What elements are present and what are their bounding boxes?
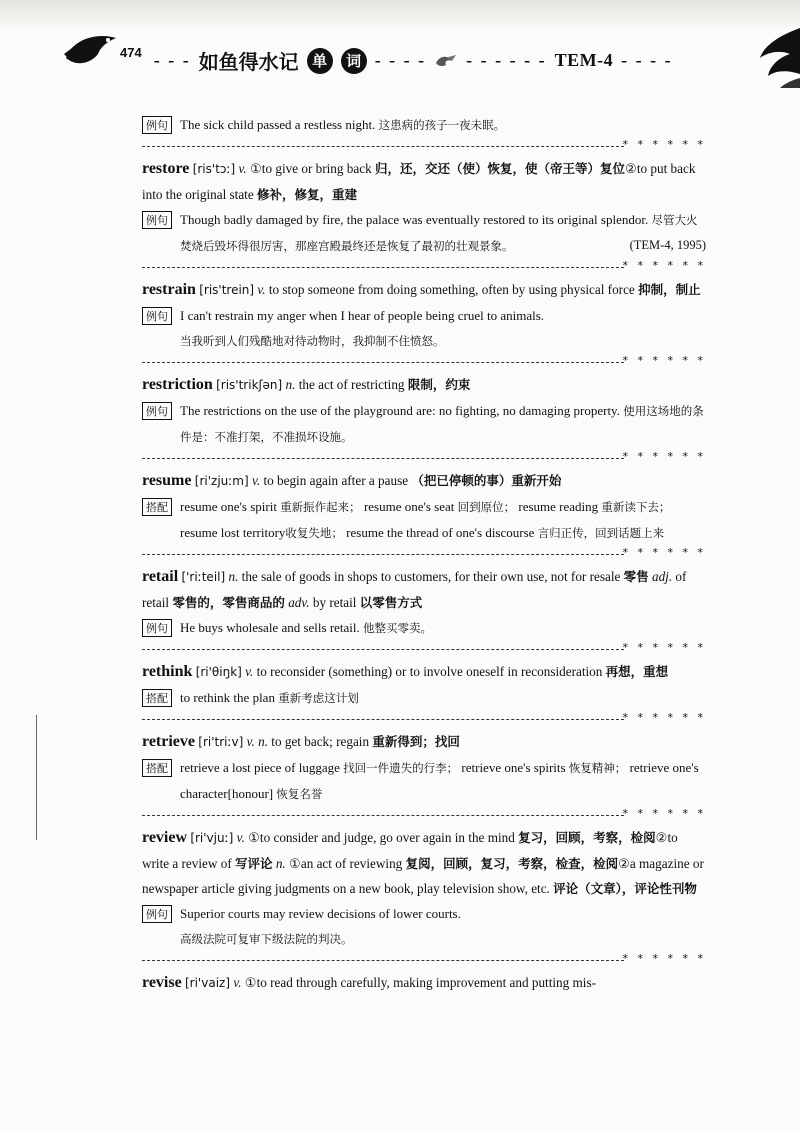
definition-cn: 再想，重想 <box>605 664 669 679</box>
separator: * * * * * * <box>142 952 706 968</box>
definition-3: by retail <box>312 595 357 610</box>
definition-3: ①an act of reviewing <box>289 856 403 871</box>
collocation-en: resume reading <box>518 499 599 514</box>
header-dashes: - - - - <box>374 50 427 70</box>
phonetic: [ris'trein] <box>199 283 255 297</box>
example-body <box>180 615 706 641</box>
pos: n. <box>285 377 296 392</box>
separator: * * * * * * <box>142 450 706 466</box>
example-intro <box>142 112 706 138</box>
example-restriction <box>142 398 706 450</box>
header-dashes: - - - - - - <box>466 50 547 70</box>
collocation-cn: 找回一件遗失的行李； <box>343 761 459 775</box>
page-number: 474 <box>120 45 142 60</box>
definition-cn: 限制，约束 <box>407 377 471 392</box>
collocation-cn: 重新考虑这计划 <box>278 691 359 705</box>
headword: retrieve <box>142 733 195 750</box>
headword: restriction <box>142 376 213 393</box>
collocation-retrieve <box>142 755 706 807</box>
example-cn: 高级法院可复审下级法院的判决。 <box>180 932 353 946</box>
example-cn: 使用这场地的条件是：不准打架，不准损坏设施。 <box>180 404 704 444</box>
separator: * * * * * * <box>142 641 706 657</box>
separator: * * * * * * <box>142 711 706 727</box>
collocation-cn: 恢复精神； <box>568 761 627 775</box>
phonetic: [ri'θiŋk] <box>195 665 242 679</box>
example-tag: 例句 <box>142 307 172 325</box>
page-header <box>0 0 800 95</box>
definition: the act of restricting <box>298 377 405 392</box>
collocation-en: to rethink the plan <box>180 690 275 705</box>
example-body <box>180 901 706 952</box>
example-cn: 他整买零卖。 <box>363 621 433 635</box>
collocation-en: resume one's spirit <box>180 499 277 514</box>
margin-mark <box>36 715 37 840</box>
collocation-body <box>180 685 706 711</box>
header-exam: TEM-4 <box>554 50 614 70</box>
pos: v. n. <box>246 734 268 749</box>
phonetic: [ris'trikʃən] <box>216 378 283 392</box>
collocation-resume <box>142 494 706 546</box>
header-dashes: - - - - <box>621 50 673 70</box>
phonetic: [ris'tɔː] <box>192 162 236 176</box>
definition: to get back; regain <box>271 734 370 749</box>
collocation-rethink <box>142 685 706 711</box>
collocation-tag: 搭配 <box>142 759 172 777</box>
pos-2: n. <box>275 856 286 871</box>
definition-cn-2: 修补，修复，重建 <box>257 187 358 202</box>
definition-cn: （把已停顿的事）重新开始 <box>411 473 562 488</box>
phonetic: [ri'zjuːm] <box>194 474 249 488</box>
phonetic: [ri'vaiz] <box>184 976 231 990</box>
example-cn: 尽管大火焚烧后毁坏得很厉害，那座宫殿最终还是恢复了最初的壮观景象。 <box>180 213 698 253</box>
pos: v. <box>236 830 245 845</box>
collocation-en: resume one's seat <box>363 499 455 514</box>
headword: revise <box>142 974 182 991</box>
pos: v. <box>238 161 247 176</box>
header-texture <box>0 0 800 30</box>
entry-restore <box>142 156 706 207</box>
definition-4: ②a magazine or newspaper article giving judgments on a new book, play television show, etc. <box>142 856 704 896</box>
definition-cn-3: 以零售方式 <box>359 595 423 610</box>
example-body <box>180 398 706 450</box>
collocation-cn: 收复失地； <box>285 526 343 540</box>
example-tag: 例句 <box>142 116 172 134</box>
definition: the sale of goods in shops to customers, for their own use, not for resale <box>241 569 621 584</box>
collocation-en: retrieve one's spirits <box>461 760 566 775</box>
example-en: The sick child passed a restless night. <box>180 117 376 132</box>
definition-cn: 复习，回顾，考察，检阅 <box>518 830 656 845</box>
example-tag: 例句 <box>142 402 172 420</box>
definition: ①to give or bring back <box>249 161 372 176</box>
headword: review <box>142 829 188 846</box>
dictionary-content <box>142 112 706 996</box>
entry-retail <box>142 564 706 615</box>
definition-2: ②to write a review of <box>142 830 678 871</box>
definition-cn-2: 零售的，零售商品的 <box>172 595 285 610</box>
entry-resume <box>142 468 706 494</box>
example-body <box>180 303 706 354</box>
headword: restore <box>142 160 190 177</box>
definition: ①to read through carefully, making improvement and putting mis- <box>244 975 596 990</box>
collocation-cn: 重新振作起来； <box>280 500 361 514</box>
collocation-en: retrieve a lost piece of luggage <box>180 760 340 775</box>
header-badge-1: 单 <box>307 48 333 74</box>
pos-3: adv. <box>288 595 310 610</box>
pos-2: adj. <box>651 569 673 584</box>
phonetic: ['riːteil] <box>181 570 226 584</box>
example-en: Though badly damaged by fire, the palace was eventually restored to its original splendor. <box>180 212 649 227</box>
example-en: I can't restrain my anger when I hear of people being cruel to animals. <box>180 308 545 323</box>
definition: to begin again after a pause <box>263 473 409 488</box>
definition-cn: 归，还，交还（使）恢复，使（帝王等）复位 <box>374 161 625 176</box>
definition-cn-2: 写评论 <box>235 856 273 871</box>
definition-cn: 抑制，制止 <box>638 282 701 297</box>
collocation-cn: 言归正传，回到话题上来 <box>537 526 665 540</box>
swirl-icon <box>434 53 458 69</box>
headword: resume <box>142 472 192 489</box>
separator: * * * * * * <box>142 807 706 823</box>
separator: * * * * * * <box>142 138 706 154</box>
entry-restriction <box>142 372 706 398</box>
phonetic: [ri'vjuː] <box>190 831 234 845</box>
collocation-tag: 搭配 <box>142 689 172 707</box>
definition-2: of retail <box>142 569 687 610</box>
header-line <box>120 46 730 75</box>
example-en: Superior courts may review decisions of lower courts. <box>180 906 461 921</box>
collocation-body <box>180 494 706 546</box>
header-badge-2: 词 <box>341 48 367 74</box>
headword: restrain <box>142 281 196 298</box>
header-title: 如鱼得水记 <box>198 50 299 74</box>
example-source: (TEM-4, 1995) <box>629 238 706 252</box>
definition: ①to consider and judge, go over again in the mind <box>248 830 515 845</box>
definition: to stop someone from doing something, often by using physical force <box>268 282 635 297</box>
collocation-cn: 回到原位； <box>457 500 516 514</box>
headword: retail <box>142 568 179 585</box>
headword: rethink <box>142 663 193 680</box>
example-en: He buys wholesale and sells retail. <box>180 620 360 635</box>
pos: n. <box>228 569 239 584</box>
example-cn: 当我听到人们残酷地对待动物时，我抑制不住愤怒。 <box>180 334 445 348</box>
example-tag: 例句 <box>142 211 172 229</box>
example-cn: 这患病的孩子一夜未眠。 <box>378 118 506 132</box>
definition-cn-3: 复阅，回顾，复习，考察，检查，检阅 <box>405 856 619 871</box>
collocation-cn: 恢复名誉 <box>276 787 323 801</box>
fish-logo-icon <box>62 28 120 74</box>
phonetic: [ri'triːv] <box>198 735 244 749</box>
collocation-en: resume lost territory <box>180 525 286 540</box>
definition-cn-4: 评论（文章），评论性刊物 <box>553 881 697 896</box>
example-tag: 例句 <box>142 905 172 923</box>
definition-cn: 零售 <box>623 569 649 584</box>
example-tag: 例句 <box>142 619 172 637</box>
entry-rethink <box>142 659 706 685</box>
pos: v. <box>233 975 242 990</box>
collocation-en: retrieve one's character[honour] <box>180 760 699 801</box>
separator: * * * * * * <box>142 546 706 562</box>
example-review <box>142 901 706 952</box>
example-restrain <box>142 303 706 354</box>
pos: v. <box>251 473 261 488</box>
definition: to reconsider (something) or to involve oneself in reconsideration <box>256 664 603 679</box>
header-dashes: - - - <box>153 50 191 70</box>
collocation-cn: 重新读下去； <box>601 500 671 514</box>
separator: * * * * * * <box>142 354 706 370</box>
example-retail <box>142 615 706 641</box>
pos: v. <box>245 664 254 679</box>
example-en: The restrictions on the use of the playground are: no fighting, no damaging property. <box>180 403 620 418</box>
definition-2: ②to put back into the original state <box>142 161 696 202</box>
separator: * * * * * * <box>142 259 706 275</box>
entry-revise <box>142 970 706 996</box>
entry-review <box>142 825 706 901</box>
definition-cn: 重新得到；找回 <box>372 734 460 749</box>
entry-restrain <box>142 277 706 303</box>
example-body <box>180 112 706 138</box>
entry-retrieve <box>142 729 706 755</box>
example-body <box>180 207 706 259</box>
pos: v. <box>257 282 266 297</box>
collocation-en: resume the thread of one's discourse <box>346 525 535 540</box>
wave-ornament-icon <box>738 28 800 88</box>
example-restore <box>142 207 706 259</box>
collocation-tag: 搭配 <box>142 498 172 516</box>
collocation-body <box>180 755 706 807</box>
